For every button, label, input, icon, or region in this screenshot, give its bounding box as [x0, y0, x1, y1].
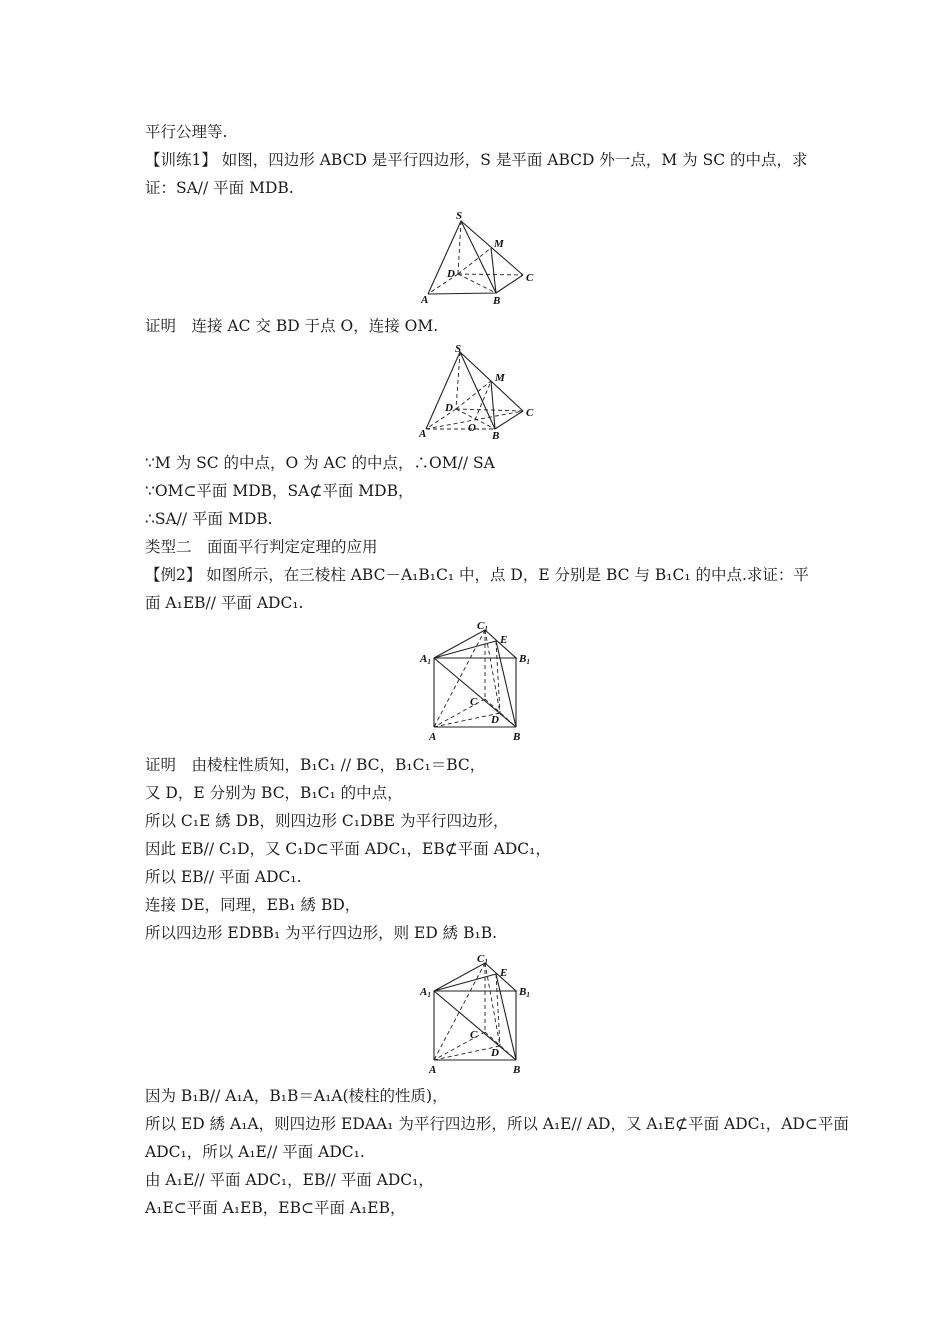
vertex-label-s: S [456, 210, 463, 222]
prism-figure-2 [418, 950, 536, 1080]
proof-line: 又 D，E 分别为 BC，B₁C₁ 的中点， [145, 784, 403, 802]
vertex-label-s: S [455, 343, 462, 355]
example-2-title: 【例2】 如图所示，在三棱柱 ABC－A₁B₁C₁ 中，点 D，E 分别是 BC 与 B₁C₁ 的中点.求证：平 [145, 566, 809, 584]
proof-line: ∵OM⊂平面 MDB，SA⊄平面 MDB， [145, 482, 414, 500]
vertex-label-a: A [429, 1064, 437, 1076]
section-heading: 类型二 面面平行判定定理的应用 [145, 538, 378, 556]
vertex-label-c1: C1 [477, 953, 488, 966]
vertex-label-a: A [419, 428, 427, 440]
proof-line: 因此 EB// C₁D，又 C₁D⊂平面 ADC₁，EB⊄平面 ADC₁， [145, 840, 551, 858]
vertex-label-e: E [500, 967, 508, 979]
vertex-label-b: B [513, 731, 521, 743]
text-line: 面 A₁EB// 平面 ADC₁. [145, 594, 304, 612]
vertex-label-a1: A1 [420, 653, 431, 666]
proof-line: 所以 C₁E 綉 DB，则四边形 C₁DBE 为平行四边形， [145, 812, 509, 830]
text-line: 证：SA// 平面 MDB. [145, 179, 294, 197]
vertex-label-m: M [495, 372, 505, 384]
vertex-label-e: E [500, 634, 508, 646]
proof-line: 由 A₁E// 平面 ADC₁，EB// 平面 ADC₁， [145, 1171, 434, 1189]
proof-line: ∴SA// 平面 MDB. [145, 510, 273, 528]
vertex-label-a: A [429, 731, 437, 743]
vertex-label-a1: A1 [420, 986, 431, 999]
prism-figure-1 [418, 617, 536, 747]
vertex-label-c: C [526, 272, 534, 284]
vertex-label-m: M [494, 238, 504, 250]
pyramid-figure-1 [418, 208, 542, 308]
vertex-label-b1: B1 [519, 986, 530, 999]
vertex-label-c1: C1 [477, 620, 488, 633]
vertex-label-c: C [470, 1029, 478, 1041]
vertex-label-d: D [445, 402, 453, 414]
vertex-label-d: D [491, 1047, 499, 1059]
vertex-label-d: D [447, 268, 455, 280]
vertex-label-o: O [468, 422, 476, 434]
vertex-label-a: A [421, 294, 429, 306]
vertex-label-b: B [493, 295, 501, 307]
vertex-label-c: C [526, 407, 534, 419]
vertex-label-c: C [470, 696, 478, 708]
vertex-label-b1: B1 [519, 653, 530, 666]
text-line: 平行公理等. [145, 123, 228, 141]
proof-line: 证明 连接 AC 交 BD 于点 O，连接 OM. [145, 317, 439, 335]
vertex-label-d: D [491, 714, 499, 726]
proof-line: 因为 B₁B// A₁A，B₁B＝A₁A(棱柱的性质)， [145, 1087, 448, 1105]
proof-line: 所以 EB// 平面 ADC₁. [145, 868, 302, 886]
pyramid-figure-2 [418, 343, 542, 443]
vertex-label-b: B [513, 1064, 521, 1076]
proof-line: A₁E⊂平面 A₁EB，EB⊂平面 A₁EB， [145, 1199, 406, 1217]
proof-line: 所以四边形 EDBB₁ 为平行四边形，则 ED 綉 B₁B. [145, 924, 498, 942]
exercise-1-title: 【训练1】 如图，四边形 ABCD 是平行四边形，S 是平面 ABCD 外一点，M 为 SC 的中点，求 [145, 151, 808, 169]
vertex-label-b: B [492, 430, 500, 442]
proof-line: 证明 由棱柱性质知，B₁C₁ // BC，B₁C₁＝BC， [145, 756, 486, 774]
proof-line: 连接 DE，同理，EB₁ 綉 BD， [145, 896, 361, 914]
proof-line: 所以 ED 綉 A₁A，则四边形 EDAA₁ 为平行四边形，所以 A₁E// AD，又 A₁E⊄平面 ADC₁，AD⊂平面 [145, 1115, 849, 1133]
proof-line: ∵M 为 SC 的中点，O 为 AC 的中点，∴OM// SA [145, 454, 495, 472]
proof-line: ADC₁，所以 A₁E// 平面 ADC₁. [145, 1143, 365, 1161]
